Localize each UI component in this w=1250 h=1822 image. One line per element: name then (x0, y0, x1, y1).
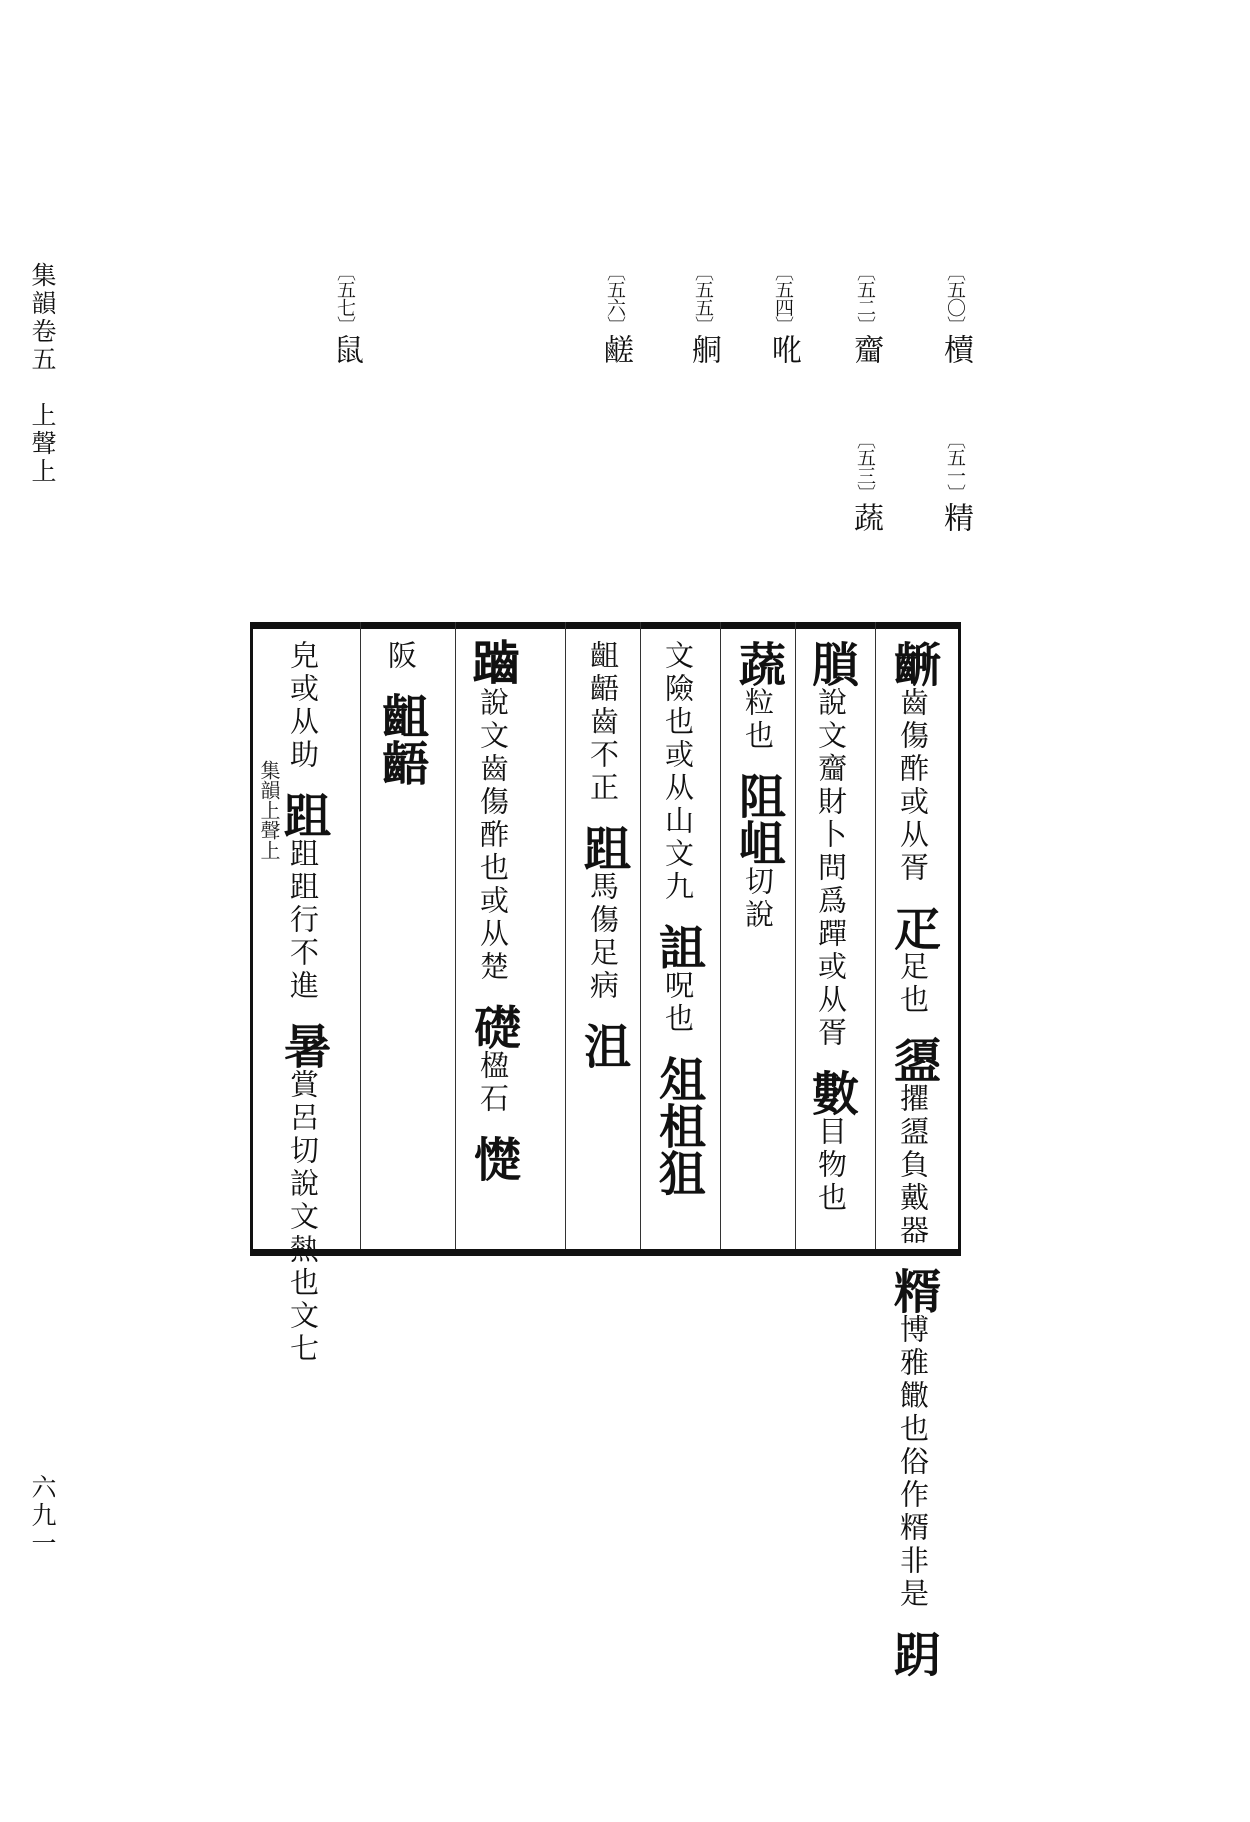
column-rule (455, 622, 456, 1249)
collation-note-53: 〔五三〕蔬 (848, 430, 883, 532)
text-column-8: 皃或从助 跙跙跙行不進 暑賞呂切說文熱也文七 (276, 640, 331, 1366)
gutter-label: 集韻上聲上 (257, 760, 281, 860)
text-column-7: 阪 齟齬 (374, 640, 429, 786)
collation-note-54: 〔五四〕吪 (766, 262, 801, 364)
text-column-2: 䐝說文齏財卜問爲䠤或从胥 數目物也 (804, 640, 859, 1215)
column-rule (565, 622, 566, 1249)
text-column-1: 齭齒傷酢或从胥 疋足也 盨㩴盨負戴器 糈博雅饊也俗作糈非是 跀 (886, 640, 941, 1677)
collation-note-52: 〔五二〕齏 (848, 262, 883, 364)
text-column-3: 蔬粒也 阻岨切說 (731, 640, 786, 932)
text-column-6: 𪘏說文齒傷酢也或从楚 礎楹石 憷 (466, 640, 521, 1182)
column-rule (875, 622, 876, 1249)
column-rule (360, 622, 361, 1249)
column-rule (795, 622, 796, 1249)
text-column-5: 齟齬齒不正 跙馬傷足病 沮 (576, 640, 631, 1069)
collation-note-51: 〔五一〕精 (938, 430, 973, 532)
column-rule (640, 622, 641, 1249)
collation-note-50: 〔五〇〕櫝 (938, 262, 973, 364)
column-rule (720, 622, 721, 1249)
text-column-4: 文險也或从山文九 詛呪也 俎柤狙 (651, 640, 706, 1196)
page-number: 六九一 (28, 1474, 57, 1558)
running-head: 集韻卷五 上聲上 (28, 262, 57, 486)
collation-note-57: 〔五七〕鼠 (328, 262, 363, 364)
collation-note-55: 〔五五〕𦨴 (686, 262, 721, 364)
collation-note-56: 〔五六〕鹺 (598, 262, 633, 364)
